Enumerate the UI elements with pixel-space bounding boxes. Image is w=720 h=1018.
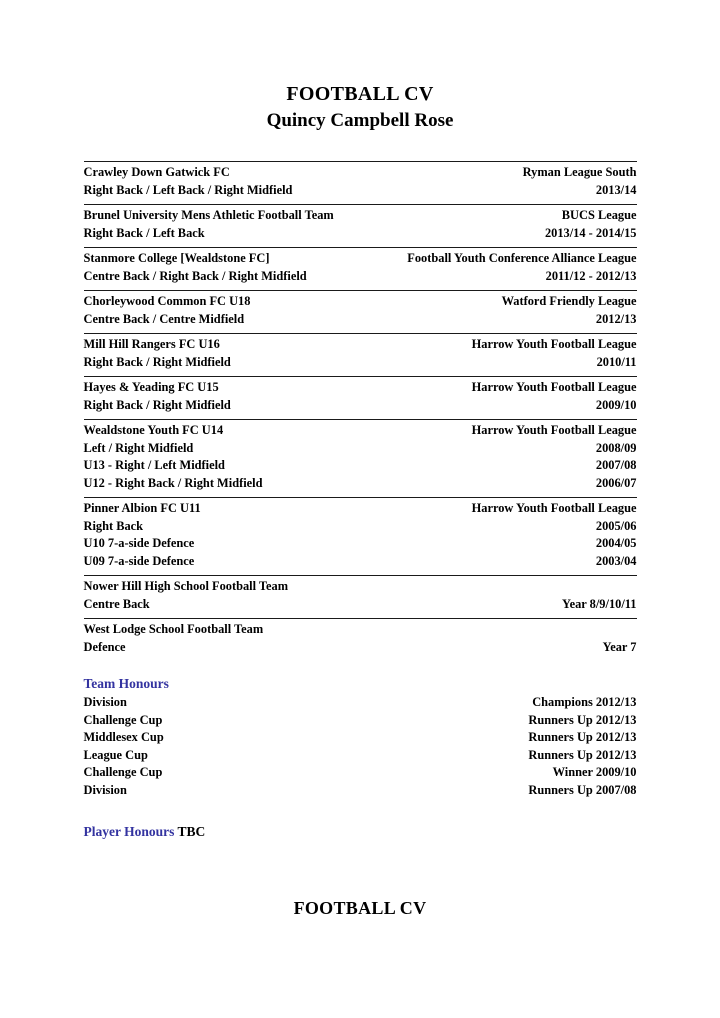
school-entry (84, 575, 637, 618)
school-entry (84, 618, 637, 661)
entry-line (84, 354, 637, 372)
entry-line (84, 225, 637, 243)
club-entry (84, 419, 637, 497)
season-range: 2003/04 (595, 553, 637, 568)
honour-row (84, 694, 637, 712)
honour-competition: Challenge Cup (83, 765, 163, 779)
footer-title: FOOTBALL CV (293, 898, 427, 918)
position-list: U10 7-a-side Defence (83, 536, 195, 550)
league-name: Harrow Youth Football League (471, 423, 637, 437)
club-name: Stanmore College [Wealdstone FC] (83, 251, 270, 265)
honour-competition: Division (83, 695, 127, 709)
season-range: 2008/09 (595, 440, 637, 455)
entry-line (84, 397, 637, 415)
season-range: 2010/11 (596, 354, 637, 369)
honour-result: Runners Up 2012/13 (528, 730, 637, 744)
club-name: Mill Hill Rangers FC U16 (83, 337, 220, 351)
position-list: Right Back / Left Back / Right Midfield (83, 182, 293, 197)
club-entry (84, 333, 637, 376)
position-list: Right Back / Right Midfield (83, 354, 231, 369)
player-honours-value: TBC (174, 824, 206, 839)
season-range: 2013/14 - 2014/15 (544, 225, 637, 240)
season-range: 2011/12 - 2012/13 (545, 268, 637, 283)
entry-line (84, 535, 637, 553)
season-range: 2006/07 (595, 475, 637, 490)
entry-line (84, 500, 637, 518)
honour-row (84, 729, 637, 747)
entry-line (84, 518, 637, 536)
league-name: Ryman League South (522, 165, 637, 179)
club-entry (84, 161, 637, 204)
entry-line (84, 639, 637, 657)
honour-row (84, 747, 637, 765)
club-name: Wealdstone Youth FC U14 (83, 423, 224, 437)
club-name: Hayes & Yeading FC U15 (83, 380, 219, 394)
honour-competition: Middlesex Cup (83, 730, 164, 744)
entry-line (84, 311, 637, 329)
league-name: Harrow Youth Football League (471, 501, 637, 515)
club-entry (84, 497, 637, 575)
honour-competition: League Cup (83, 747, 148, 762)
entry-line (84, 268, 637, 286)
player-honours-section (84, 799, 637, 841)
position-list: Centre Back / Right Back / Right Midfield (83, 268, 307, 283)
entry-line (84, 475, 637, 493)
club-entry (84, 376, 637, 419)
document-header (0, 0, 720, 133)
entry-line (84, 457, 637, 475)
honour-result: Runners Up 2012/13 (528, 712, 637, 727)
team-honours-section (84, 661, 637, 799)
honour-row (84, 712, 637, 730)
honour-competition: Challenge Cup (83, 712, 163, 727)
entry-line (84, 182, 637, 200)
honour-result: Runners Up 2012/13 (528, 747, 637, 762)
position-list: U09 7-a-side Defence (83, 553, 195, 568)
entry-line (84, 596, 637, 614)
player-honours-heading: Player Honours (83, 824, 175, 839)
season-range: 2009/10 (595, 397, 637, 412)
entry-line (84, 250, 637, 268)
league-name: Harrow Youth Football League (471, 380, 637, 394)
honour-competition: Division (83, 782, 127, 797)
position-list: Left / Right Midfield (83, 440, 194, 455)
entry-line (84, 578, 637, 596)
candidate-name: Quincy Campbell Rose (266, 110, 454, 131)
league-name: Harrow Youth Football League (471, 337, 637, 351)
position-list: U13 - Right / Left Midfield (83, 458, 225, 472)
honour-row (84, 782, 637, 800)
cv-body (84, 133, 637, 841)
position-list: U12 - Right Back / Right Midfield (83, 475, 263, 490)
position-list: Defence (83, 639, 126, 654)
honour-row (84, 764, 637, 782)
position-list: Centre Back (83, 596, 150, 611)
club-name: Chorleywood Common FC U18 (83, 294, 251, 308)
entry-line (84, 553, 637, 571)
school-name: West Lodge School Football Team (83, 622, 264, 636)
club-name: Brunel University Mens Athletic Football Team (83, 208, 334, 222)
entry-line (84, 422, 637, 440)
position-list: Right Back (83, 518, 144, 533)
position-list: Centre Back / Centre Midfield (83, 311, 245, 326)
honour-result: Champions 2012/13 (532, 695, 637, 709)
club-entry (84, 290, 637, 333)
year-range: Year 8/9/10/11 (562, 596, 637, 611)
club-name: Pinner Albion FC U11 (83, 501, 201, 515)
team-honours-heading: Team Honours (83, 676, 169, 691)
club-name: Crawley Down Gatwick FC (83, 165, 230, 179)
season-range: 2012/13 (595, 311, 637, 326)
season-range: 2005/06 (595, 518, 637, 533)
entry-line (84, 164, 637, 182)
school-name: Nower Hill High School Football Team (83, 579, 289, 593)
league-name: Football Youth Conference Alliance League (407, 251, 637, 265)
position-list: Right Back / Left Back (83, 225, 205, 240)
entry-line (84, 621, 637, 639)
entry-line (84, 207, 637, 225)
year-range: Year 7 (602, 639, 637, 654)
honour-result: Runners Up 2007/08 (528, 782, 637, 797)
entry-line (84, 440, 637, 458)
entry-line (84, 379, 637, 397)
league-name: Watford Friendly League (501, 294, 637, 308)
position-list: Right Back / Right Midfield (83, 397, 231, 412)
season-range: 2013/14 (595, 182, 637, 197)
honour-result: Winner 2009/10 (552, 765, 637, 779)
season-range: 2004/05 (595, 536, 637, 550)
club-entry (84, 204, 637, 247)
entry-line (84, 336, 637, 354)
league-name: BUCS League (561, 208, 637, 222)
page-title: FOOTBALL CV (286, 83, 434, 105)
season-range: 2007/08 (595, 458, 637, 472)
entry-line (84, 293, 637, 311)
club-entry (84, 247, 637, 290)
